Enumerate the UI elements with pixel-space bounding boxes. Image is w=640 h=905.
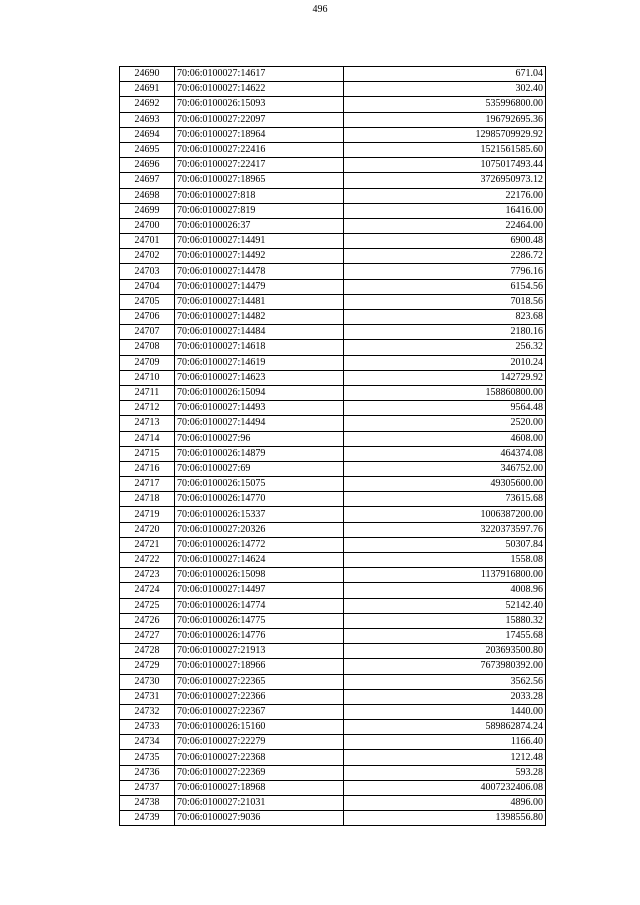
row-number-cell: 24698 [120,188,175,203]
page-number: 496 [312,4,328,15]
row-number-cell: 24712 [120,401,175,416]
cadastral-number-cell: 70:06:0100027:14491 [175,234,344,249]
cadastral-number-cell: 70:06:0100027:21031 [175,796,344,811]
cadastral-number-cell: 70:06:0100026:14879 [175,446,344,461]
cadastral-number-cell: 70:06:0100026:37 [175,218,344,233]
value-cell: 49305600.00 [344,477,546,492]
table-row [120,477,546,492]
value-cell: 203693500.80 [344,644,546,659]
value-cell: 16416.00 [344,203,546,218]
row-number-cell: 24723 [120,568,175,583]
table-row [120,355,546,370]
row-number-cell: 24705 [120,294,175,309]
row-number-cell: 24739 [120,811,175,826]
row-number-cell: 24732 [120,704,175,719]
table-row [120,203,546,218]
row-number-cell: 24701 [120,234,175,249]
row-number-cell: 24711 [120,385,175,400]
value-cell: 3220373597.76 [344,522,546,537]
row-number-cell: 24716 [120,461,175,476]
value-cell: 6154.56 [344,279,546,294]
value-cell: 196792695.36 [344,112,546,127]
table-row [120,310,546,325]
row-number-cell: 24714 [120,431,175,446]
cadastral-number-cell: 70:06:0100026:14775 [175,613,344,628]
row-number-cell: 24735 [120,750,175,765]
value-cell: 3726950973.12 [344,173,546,188]
value-cell: 7673980392.00 [344,659,546,674]
cadastral-number-cell: 70:06:0100026:15094 [175,385,344,400]
table-row [120,750,546,765]
table-row [120,112,546,127]
cadastral-number-cell: 70:06:0100027:819 [175,203,344,218]
row-number-cell: 24724 [120,583,175,598]
table-row [120,461,546,476]
value-cell: 1137916800.00 [344,568,546,583]
value-cell: 1521561585.60 [344,142,546,157]
cadastral-number-cell: 70:06:0100027:14622 [175,82,344,97]
row-number-cell: 24729 [120,659,175,674]
table-row [120,82,546,97]
value-cell: 158860800.00 [344,385,546,400]
value-cell: 346752.00 [344,461,546,476]
row-number-cell: 24731 [120,689,175,704]
table-row [120,67,546,82]
cadastral-number-cell: 70:06:0100027:18966 [175,659,344,674]
row-number-cell: 24720 [120,522,175,537]
table-row [120,644,546,659]
row-number-cell: 24715 [120,446,175,461]
row-number-cell: 24690 [120,67,175,82]
cadastral-number-cell: 70:06:0100027:22416 [175,142,344,157]
row-number-cell: 24700 [120,218,175,233]
value-cell: 1212.48 [344,750,546,765]
row-number-cell: 24709 [120,355,175,370]
table-row [120,97,546,112]
value-cell: 142729.92 [344,370,546,385]
row-number-cell: 24722 [120,553,175,568]
table-row [120,689,546,704]
row-number-cell: 24734 [120,735,175,750]
row-number-cell: 24696 [120,158,175,173]
cadastral-number-cell: 70:06:0100027:14497 [175,583,344,598]
table-row [120,340,546,355]
table-row [120,401,546,416]
table-row [120,249,546,264]
table-row [120,780,546,795]
value-cell: 15880.32 [344,613,546,628]
value-cell: 2180.16 [344,325,546,340]
table-row [120,370,546,385]
value-cell: 3562.56 [344,674,546,689]
table-row [120,811,546,826]
cadastral-number-cell: 70:06:0100027:14624 [175,553,344,568]
row-number-cell: 24695 [120,142,175,157]
table-body [120,67,546,826]
value-cell: 2033.28 [344,689,546,704]
cadastral-number-cell: 70:06:0100026:14770 [175,492,344,507]
value-cell: 671.04 [344,67,546,82]
value-cell: 1440.00 [344,704,546,719]
value-cell: 12985709929.92 [344,127,546,142]
cadastral-number-cell: 70:06:0100027:18965 [175,173,344,188]
table-row [120,735,546,750]
cadastral-number-cell: 70:06:0100027:18964 [175,127,344,142]
row-number-cell: 24736 [120,765,175,780]
row-number-cell: 24721 [120,537,175,552]
cadastral-value-table [119,66,546,826]
value-cell: 22464.00 [344,218,546,233]
table-row [120,522,546,537]
value-cell: 73615.68 [344,492,546,507]
table-row [120,628,546,643]
table-row [120,537,546,552]
row-number-cell: 24707 [120,325,175,340]
value-cell: 52142.40 [344,598,546,613]
row-number-cell: 24737 [120,780,175,795]
value-cell: 6900.48 [344,234,546,249]
table-row [120,598,546,613]
table-row [120,492,546,507]
table-row [120,234,546,249]
row-number-cell: 24694 [120,127,175,142]
value-cell: 4896.00 [344,796,546,811]
value-cell: 1075017493.44 [344,158,546,173]
cadastral-number-cell: 70:06:0100027:22368 [175,750,344,765]
cadastral-number-cell: 70:06:0100027:22369 [175,765,344,780]
cadastral-number-cell: 70:06:0100027:21913 [175,644,344,659]
cadastral-number-cell: 70:06:0100027:14484 [175,325,344,340]
value-cell: 17455.68 [344,628,546,643]
table-row [120,127,546,142]
cadastral-number-cell: 70:06:0100027:14479 [175,279,344,294]
value-cell: 2520.00 [344,416,546,431]
value-cell: 589862874.24 [344,720,546,735]
value-cell: 593.28 [344,765,546,780]
cadastral-number-cell: 70:06:0100027:14619 [175,355,344,370]
table-row [120,173,546,188]
table-row [120,553,546,568]
value-cell: 4007232406.08 [344,780,546,795]
cadastral-number-cell: 70:06:0100026:15075 [175,477,344,492]
cadastral-number-cell: 70:06:0100027:14494 [175,416,344,431]
table-row [120,294,546,309]
value-cell: 1006387200.00 [344,507,546,522]
value-cell: 7018.56 [344,294,546,309]
row-number-cell: 24692 [120,97,175,112]
table-row [120,446,546,461]
cadastral-number-cell: 70:06:0100026:14774 [175,598,344,613]
value-cell: 1398556.80 [344,811,546,826]
row-number-cell: 24718 [120,492,175,507]
value-cell: 4008.96 [344,583,546,598]
table-row [120,279,546,294]
row-number-cell: 24738 [120,796,175,811]
value-cell: 1166.40 [344,735,546,750]
table-row [120,720,546,735]
cadastral-number-cell: 70:06:0100027:14478 [175,264,344,279]
table-row [120,674,546,689]
row-number-cell: 24706 [120,310,175,325]
table-row [120,416,546,431]
value-cell: 22176.00 [344,188,546,203]
value-cell: 2010.24 [344,355,546,370]
table-row [120,704,546,719]
value-cell: 464374.08 [344,446,546,461]
cadastral-number-cell: 70:06:0100026:15093 [175,97,344,112]
row-number-cell: 24713 [120,416,175,431]
row-number-cell: 24708 [120,340,175,355]
table-row [120,158,546,173]
row-number-cell: 24691 [120,82,175,97]
row-number-cell: 24703 [120,264,175,279]
row-number-cell: 24699 [120,203,175,218]
row-number-cell: 24717 [120,477,175,492]
value-cell: 1558.08 [344,553,546,568]
value-cell: 2286.72 [344,249,546,264]
cadastral-number-cell: 70:06:0100026:15337 [175,507,344,522]
cadastral-number-cell: 70:06:0100026:15160 [175,720,344,735]
cadastral-number-cell: 70:06:0100026:14772 [175,537,344,552]
table-row [120,507,546,522]
cadastral-number-cell: 70:06:0100026:14776 [175,628,344,643]
row-number-cell: 24728 [120,644,175,659]
cadastral-number-cell: 70:06:0100027:96 [175,431,344,446]
row-number-cell: 24730 [120,674,175,689]
value-cell: 535996800.00 [344,97,546,112]
cadastral-number-cell: 70:06:0100027:22367 [175,704,344,719]
table-row [120,431,546,446]
cadastral-number-cell: 70:06:0100027:14618 [175,340,344,355]
table-row [120,765,546,780]
table-row [120,796,546,811]
value-cell: 823.68 [344,310,546,325]
row-number-cell: 24733 [120,720,175,735]
table-row [120,385,546,400]
row-number-cell: 24704 [120,279,175,294]
value-cell: 302.40 [344,82,546,97]
row-number-cell: 24727 [120,628,175,643]
cadastral-number-cell: 70:06:0100027:69 [175,461,344,476]
row-number-cell: 24702 [120,249,175,264]
table-row [120,142,546,157]
cadastral-number-cell: 70:06:0100027:22097 [175,112,344,127]
row-number-cell: 24697 [120,173,175,188]
table-row [120,188,546,203]
cadastral-number-cell: 70:06:0100027:14623 [175,370,344,385]
value-cell: 4608.00 [344,431,546,446]
table-row [120,583,546,598]
cadastral-number-cell: 70:06:0100027:20326 [175,522,344,537]
cadastral-number-cell: 70:06:0100027:9036 [175,811,344,826]
row-number-cell: 24719 [120,507,175,522]
row-number-cell: 24725 [120,598,175,613]
table-row [120,264,546,279]
cadastral-number-cell: 70:06:0100027:18968 [175,780,344,795]
value-cell: 7796.16 [344,264,546,279]
table-row [120,218,546,233]
cadastral-number-cell: 70:06:0100027:22417 [175,158,344,173]
value-cell: 256.32 [344,340,546,355]
value-cell: 9564.48 [344,401,546,416]
value-cell: 50307.84 [344,537,546,552]
cadastral-number-cell: 70:06:0100027:14482 [175,310,344,325]
cadastral-number-cell: 70:06:0100027:22279 [175,735,344,750]
cadastral-number-cell: 70:06:0100027:22365 [175,674,344,689]
table-row [120,613,546,628]
table-row [120,659,546,674]
cadastral-number-cell: 70:06:0100027:14617 [175,67,344,82]
cadastral-number-cell: 70:06:0100027:818 [175,188,344,203]
table-row [120,568,546,583]
cadastral-number-cell: 70:06:0100027:22366 [175,689,344,704]
cadastral-number-cell: 70:06:0100027:14492 [175,249,344,264]
row-number-cell: 24710 [120,370,175,385]
cadastral-number-cell: 70:06:0100027:14493 [175,401,344,416]
row-number-cell: 24726 [120,613,175,628]
table-row [120,325,546,340]
row-number-cell: 24693 [120,112,175,127]
cadastral-number-cell: 70:06:0100027:14481 [175,294,344,309]
cadastral-number-cell: 70:06:0100026:15098 [175,568,344,583]
